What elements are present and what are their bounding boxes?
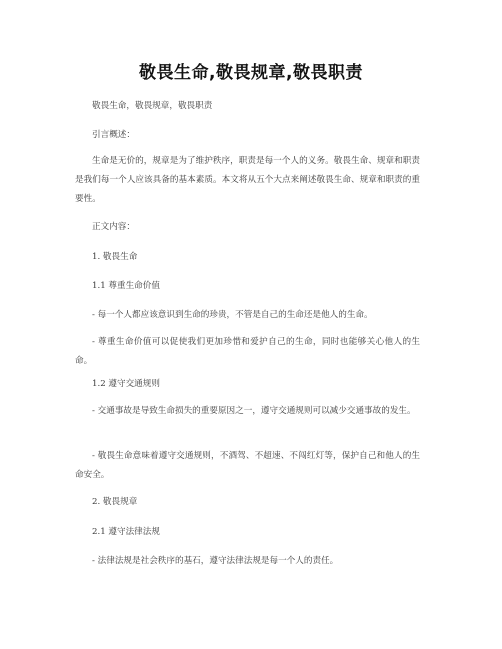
body-heading: 正文内容： [92,222,135,232]
subtitle-line: 敬畏生命，敬畏规章，敬畏职责 [92,101,213,111]
section-1-1-heading: 1.1 尊重生命价值 [92,281,160,291]
section-1-1-point-2: - 尊重生命价值可以促使我们更加珍惜和爱护自己的生命，同时也能够关心他人的生命。 [75,337,420,366]
intro-heading: 引言概述： [92,130,135,140]
section-2-1-heading: 2.1 遵守法律法规 [92,527,160,537]
section-1-heading: 1. 敬畏生命 [92,252,138,262]
section-1-2-point-1: - 交通事故是导致生命损失的重要原因之一，遵守交通规则可以减少交通事故的发生。 [92,406,416,416]
section-1-1-point-1: - 每一个人都应该意识到生命的珍贵，不管是自己的生命还是他人的生命。 [92,310,373,320]
section-2-1-point-1: - 法律法规是社会秩序的基石，遵守法律法规是每一个人的责任。 [92,556,339,566]
intro-paragraph: 生命是无价的，规章是为了维护秩序，职责是每一个人的义务。敬畏生命、规章和职责是我们每一个人应该具备的基本素质。本文将从五个大点来阐述敬畏生命、规章和职责的重要性。 [75,156,420,204]
section-1-2-point-2: - 敬畏生命意味着遵守交通规则，不酒驾、不超速、不闯红灯等，保护自己和他人的生命安全。 [75,451,420,480]
section-1-2-heading: 1.2 遵守交通规则 [92,379,160,389]
section-2-heading: 2. 敬畏规章 [92,497,138,507]
document-title: 敬畏生命,敬畏规章,敬畏职责 [139,63,363,83]
